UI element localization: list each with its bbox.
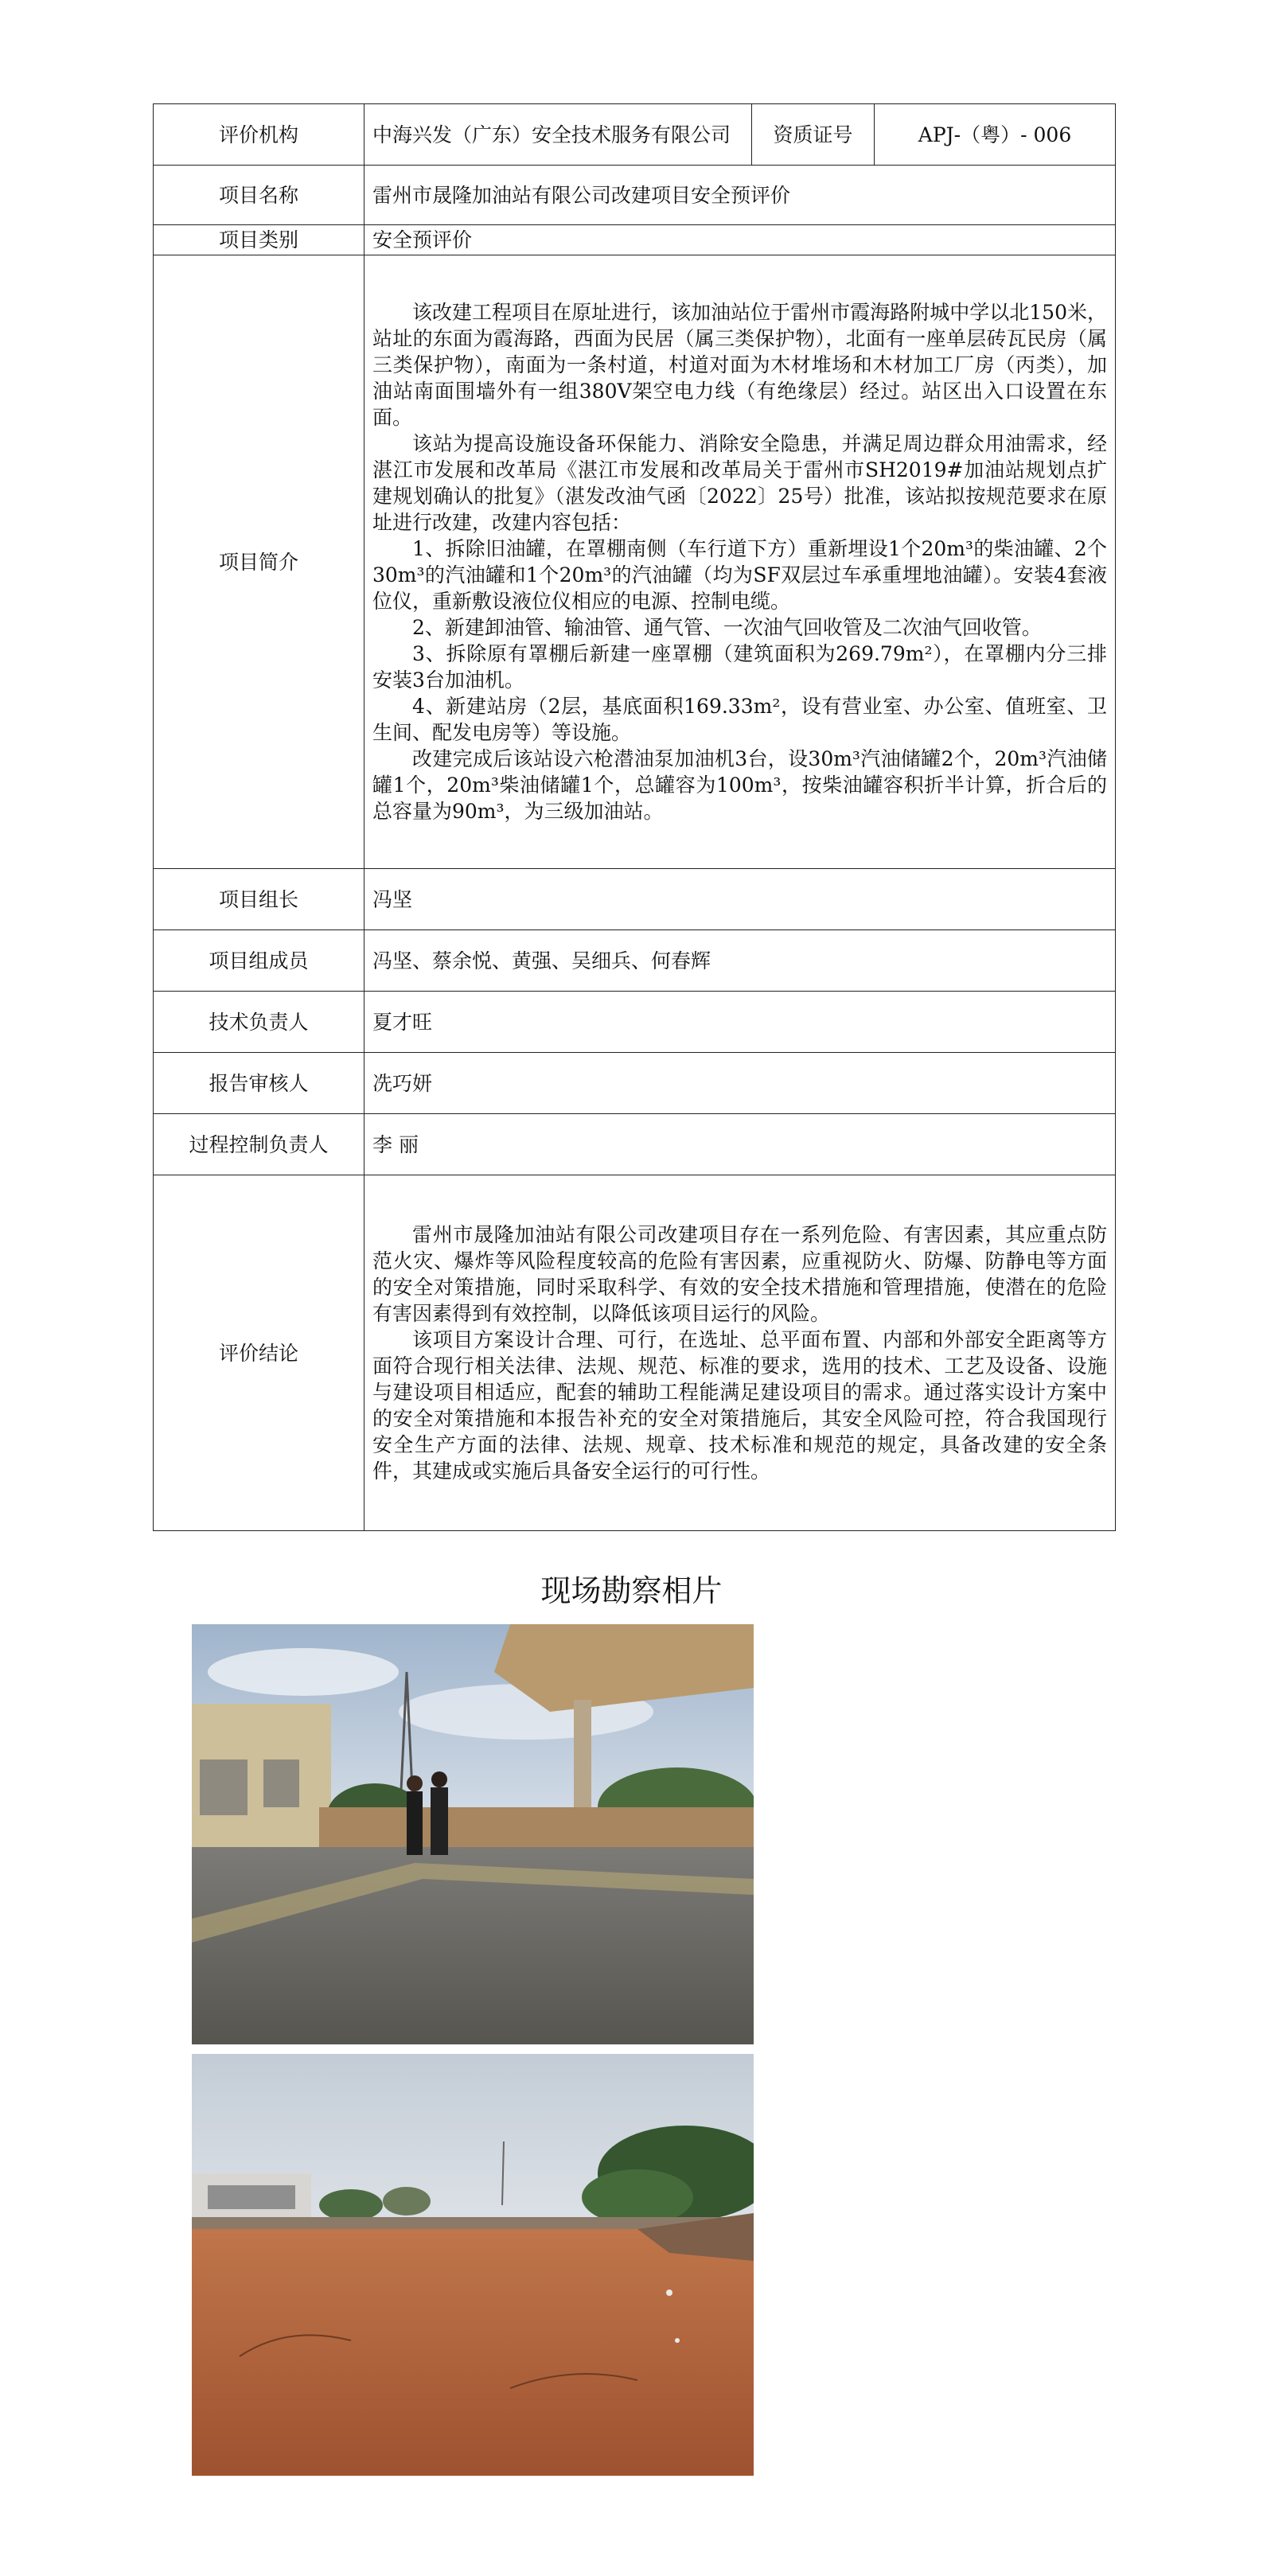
intro-paragraph: 4、新建站房（2层，基底面积169.33m²，设有营业室、办公室、值班室、卫生间、配发电房等）等设施。 [372, 695, 1107, 744]
leader-label: 项目组长 [154, 869, 364, 930]
conclusion-label: 评价结论 [154, 1175, 364, 1531]
org-label: 评价机构 [154, 104, 364, 166]
site-photo-station [192, 1624, 754, 2044]
cert-value: APJ-（粤）- 006 [875, 104, 1116, 166]
photos-title: 现场勘察相片 [540, 1573, 723, 1608]
intro-paragraph: 该改建工程项目在原址进行，该加油站位于雷州市霞海路附城中学以北150米，站址的东面为霞海路，西面为民居（属三类保护物），北面有一座单层砖瓦民房（属三类保护物），南面为一条村道，村道对面为木材堆场和木材加工厂房（丙类），加油站南面围墙外有一组380V架空电力线（有绝缘层）经过。站区出入口设置在东面。 [372, 301, 1107, 429]
tech-lead-label: 技术负责人 [154, 992, 364, 1053]
intro-paragraph: 1、拆除旧油罐，在罩棚南侧（车行道下方）重新埋设1个20m³的柴油罐、2个30m³的汽油罐和1个20m³的汽油罐（均为SF双层过车承重埋地油罐）。安装4套液位仪，重新敷设液位仪相应的电源、控制电缆。 [372, 537, 1107, 613]
members-value: 冯坚、蔡余悦、黄强、吴细兵、何春辉 [364, 930, 1116, 992]
conclusion-paragraph: 该项目方案设计合理、可行，在选址、总平面布置、内部和外部安全距离等方面符合现行相关法律、法规、规范、标准的要求，选用的技术、工艺及设备、设施与建设项目相适应，配套的辅助工程能满足建设项目的需求。通过落实设计方案中的安全对策措施和本报告补充的安全对策措施后，其安全风险可控，符合我国现行安全生产方面的法律、法规、规章、技术标准和规范的规定，具备改建的安全条件，其建成或实施后具备安全运行的可行性。 [372, 1328, 1107, 1483]
reviewer-label: 报告审核人 [154, 1053, 364, 1114]
tech-lead-value: 夏才旺 [364, 992, 1116, 1053]
process-control-label: 过程控制负责人 [154, 1114, 364, 1175]
site-photo-station-image [192, 1624, 754, 2044]
intro-paragraph: 3、拆除原有罩棚后新建一座罩棚（建筑面积为269.79m²），在罩棚内分三排安装3台加油机。 [372, 642, 1107, 692]
members-label: 项目组成员 [154, 930, 364, 992]
cert-label: 资质证号 [752, 104, 875, 166]
project-name-label: 项目名称 [154, 166, 364, 225]
conclusion-text [364, 1175, 1116, 1531]
intro-paragraph: 该站为提高设施设备环保能力、消除安全隐患，并满足周边群众用油需求，经湛江市发展和改革局《湛江市发展和改革局关于雷州市SH2019#加油站规划点扩建规划确认的批复》（湛发改油气函〔2022〕25号）批准，该站拟按规范要求在原址进行改建，改建内容包括： [372, 432, 1107, 534]
intro-text [364, 255, 1116, 869]
intro-paragraph: 2、新建卸油管、输油管、通气管、一次油气回收管及二次油气回收管。 [412, 616, 1042, 639]
site-photo-excavation [192, 2054, 754, 2476]
site-photo-excavation-image [192, 2054, 754, 2476]
conclusion-paragraph: 雷州市晟隆加油站有限公司改建项目存在一系列危险、有害因素，其应重点防范火灾、爆炸等风险程度较高的危险有害因素，应重视防火、防爆、防静电等方面的安全对策措施，同时采取科学、有效的安全技术措施和管理措施，使潜在的危险有害因素得到有效控制，以降低该项目运行的风险。 [372, 1223, 1107, 1325]
intro-paragraph: 改建完成后该站设六枪潜油泵加油机3台，设30m³汽油储罐2个，20m³汽油储罐1个，20m³柴油储罐1个，总罐容为100m³，按柴油罐容积折半计算，折合后的总容量为90m³，为三级加油站。 [372, 747, 1107, 823]
reviewer-value: 冼巧妍 [364, 1053, 1116, 1114]
org-value: 中海兴发（广东）安全技术服务有限公司 [364, 104, 752, 166]
project-name-value: 雷州市晟隆加油站有限公司改建项目安全预评价 [364, 166, 1116, 225]
project-type-value: 安全预评价 [364, 225, 1116, 255]
evaluation-table [153, 103, 1116, 1531]
intro-label: 项目简介 [154, 255, 364, 869]
leader-value: 冯坚 [364, 869, 1116, 930]
project-type-label: 项目类别 [154, 225, 364, 255]
process-control-value: 李 丽 [364, 1114, 1116, 1175]
